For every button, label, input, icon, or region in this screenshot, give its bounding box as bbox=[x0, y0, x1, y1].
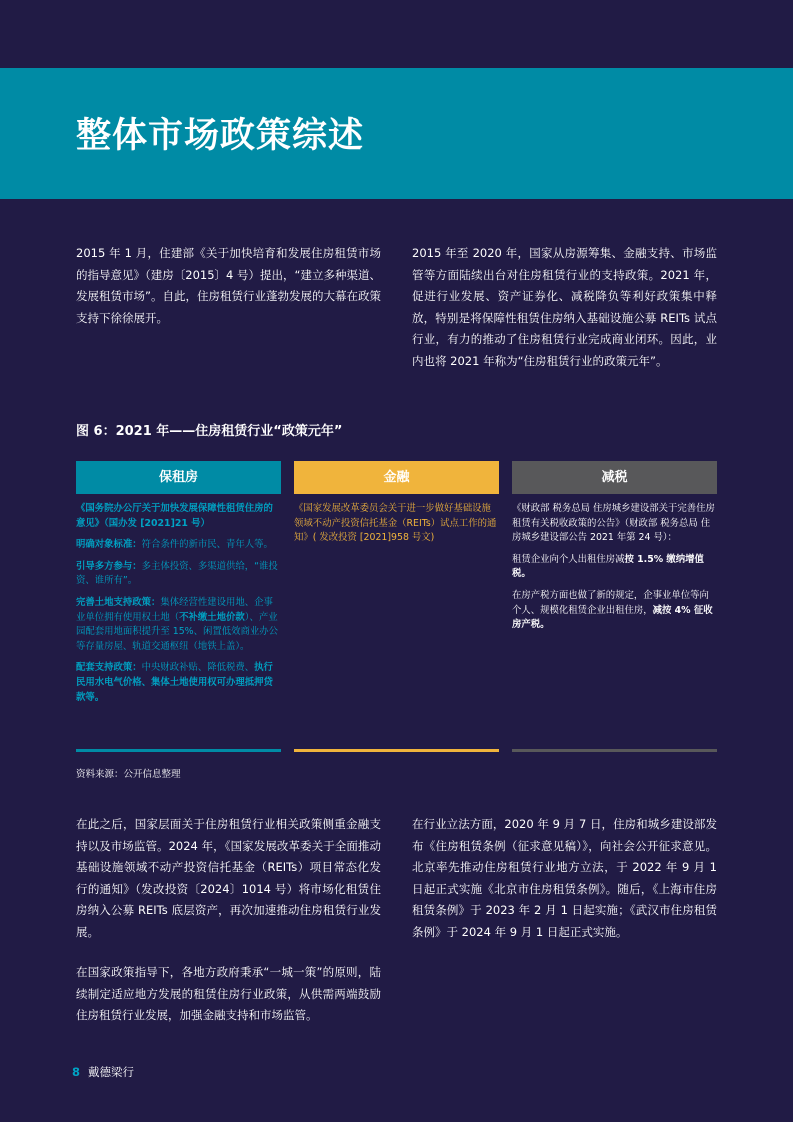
intro-right-paragraph: 2015 年至 2020 年，国家从房源筹集、金融支持、市场监管等方面陆续出台对住房租赁行业的支持政策。2021 年，促进行业发展、资产证券化、减税降负等利好政策集中释放，特别是将保障性租赁住房纳入基础设施公募 REITs 试点行业，有力的推动了住房租赁行业完成商业闭环。因此，业内也将 2021 年称为“住房租赁行业的政策元年”。 bbox=[412, 246, 717, 368]
after-left-paragraph-2: 在国家政策指导下，各地方政府秉承“一城一策”的原则，陆续制定适应地方发展的租赁住房行业政策，从供需两端鼓励住房租赁行业发展，加强金融支持和市场监管。 bbox=[76, 965, 381, 1022]
after-right-paragraph: 在行业立法方面，2020 年 9 月 7 日，住房和城乡建设部发布《住房租赁条例（征求意见稿）》，向社会公开征求意见。北京率先推动住房租赁行业地方立法，于 2022 年 9 月 1 日起正式实施《北京市住房租赁条例》。随后，《上海市住房租赁条例》于 2023 年 2 月 1 日起实施；《武汉市住房租赁条例》于 2024 年 9 月 1 日起正式实施。 bbox=[412, 817, 717, 939]
column-tax bbox=[512, 461, 717, 640]
housing-policy-doc: 《国务院办公厅关于加快发展保障性租赁住房的意见》（国办发 [2021]21 号） bbox=[76, 503, 273, 529]
housing-item-land: 完善土地支持政策：集体经营性建设用地、企事业单位拥有使用权土地（不补缴土地价款）、产业园配套用地面积提升至 15%、闲置低效商业办公等存量房屋、轨道交通枢纽（地铁上盖）。 bbox=[76, 596, 278, 652]
column-housing-rule bbox=[76, 749, 281, 752]
figure-title: 图 6：2021 年——住房租赁行业“政策元年” bbox=[76, 424, 343, 439]
column-finance bbox=[294, 461, 499, 553]
brand-name: 戴德梁行 bbox=[88, 1065, 135, 1079]
finance-policy-doc: 《国家发展改革委员会关于进一步做好基础设施领域不动产投资信托基金（REITs）试点工作的通知》( 发改投资 [2021]958 号文) bbox=[294, 503, 497, 544]
after-left-paragraph-1: 在此之后，国家层面关于住房租赁行业相关政策侧重金融支持以及市场监管。2024 年，《国家发展改革委关于全面推动基础设施领域不动产投资信托基金（REITs）项目常态化发行的通知》（发改投资〔2024〕1014 号）将市场化租赁住房纳入公募 REITs 底层资产，再次加速推动住房租赁行业发展。 bbox=[76, 817, 381, 939]
column-finance-rule bbox=[294, 749, 499, 752]
column-finance-header: 金融 bbox=[294, 461, 499, 494]
tax-item-vat: 租赁企业向个人出租住房减按 1.5% 缴纳增值税。 bbox=[512, 553, 704, 580]
column-housing-header: 保租房 bbox=[76, 461, 281, 494]
column-tax-header: 减税 bbox=[512, 461, 717, 494]
housing-item-target: 明确对象标准：符合条件的新市民、青年人等。 bbox=[76, 539, 273, 551]
column-finance-body bbox=[294, 494, 499, 546]
column-tax-body bbox=[512, 494, 717, 633]
intro-left-paragraph: 2015 年 1 月，住建部《关于加快培育和发展住房租赁市场的指导意见》（建房〔2015〕4 号）提出，“建立多种渠道、发展租赁市场”。自此，住房租赁行业蓬勃发展的大幕在政策支持下徐徐展开。 bbox=[76, 246, 381, 325]
title-banner bbox=[0, 68, 793, 199]
figure-source: 资料来源：公开信息整理 bbox=[76, 769, 181, 780]
column-tax-rule bbox=[512, 749, 717, 752]
page-title: 整体市场政策综述 bbox=[76, 116, 365, 156]
column-housing bbox=[76, 461, 281, 712]
tax-item-property: 在房产税方面也做了新的规定，企事业单位等向个人、规模化租赁企业出租住房，减按 4% 征收房产税。 bbox=[512, 589, 713, 631]
tax-policy-doc: 《财政部 税务总局 住房城乡建设部关于完善住房租赁有关税收政策的公告》（财政部 税务总局 住房城乡建设部公告 2021 年第 24 号）： bbox=[512, 503, 715, 544]
housing-item-participation: 引导多方参与：多主体投资、多渠道供给，“谁投资、谁所有”。 bbox=[76, 560, 278, 587]
column-housing-body bbox=[76, 494, 281, 705]
page-number: 8 bbox=[72, 1065, 81, 1079]
housing-item-support: 配套支持政策：中央财政补贴、降低税费、执行民用水电气价格、集体土地使用权可办理抵押贷款等。 bbox=[76, 662, 273, 703]
page-footer bbox=[72, 1064, 134, 1080]
